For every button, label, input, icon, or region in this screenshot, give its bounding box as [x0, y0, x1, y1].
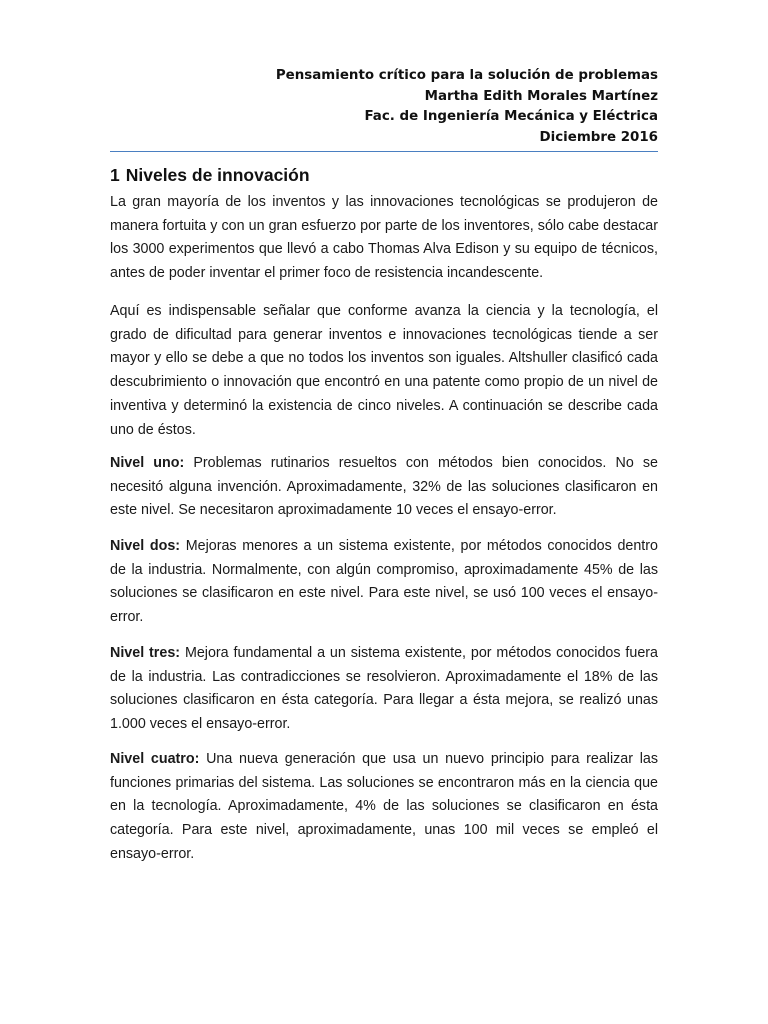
- paragraph-level-2: [110, 535, 658, 630]
- level-text: Mejora fundamental a un sistema existente, por métodos conocidos fuera de la industria. Las contradicciones se resolvieron. Aproximadamente el 18% de las soluciones clasificaron en ésta categoría. Para llegar a ésta mejora, se realizó unas 1.000 veces el ensayo-error.: [110, 645, 658, 733]
- level-label: Nivel tres:: [110, 645, 181, 661]
- level-text: Problemas rutinarios resueltos con métodos bien conocidos. No se necesitó alguna invención. Aproximadamente, 32% de las soluciones clasificaron en este nivel. Se necesitaron aproximadamente 10 veces el ensayo-error.: [110, 455, 658, 519]
- document-header: [110, 66, 658, 148]
- header-author: Martha Edith Morales Martínez: [424, 88, 658, 104]
- level-label: Nivel uno:: [110, 455, 185, 471]
- paragraph-level-1: [110, 452, 658, 523]
- section-title: Niveles de innovación: [125, 165, 310, 185]
- section-number: 1: [110, 165, 120, 185]
- paragraph-text: La gran mayoría de los inventos y las innovaciones tecnológicas se produjeron de manera fortuita y con un gran esfuerzo por parte de los inventores, sólo cabe destacar los 3000 experimentos que llevó a cabo Thomas Alva Edison y su equipo de técnicos, antes de poder inventar el primer foco de resistencia incandescente.: [110, 194, 658, 282]
- section-heading: [110, 165, 310, 186]
- level-text: Mejoras menores a un sistema existente, por métodos conocidos dentro de la industria. Normalmente, con algún compromiso, aproximadamente 45% de las soluciones se clasificaron en este nivel. Para este nivel, se usó 100 veces el ensayo-error.: [110, 538, 658, 626]
- header-divider: [110, 151, 658, 152]
- level-text: Una nueva generación que usa un nuevo principio para realizar las funciones primarias del sistema. Las soluciones se encontraron más en la ciencia que en la tecnología. Aproximadamente, 4% de las soluciones se clasificaron en ésta categoría. Para este nivel, aproximadamente, unas 100 mil veces se empleó el ensayo-error.: [110, 751, 658, 862]
- paragraph-intro-2: [110, 300, 658, 442]
- header-course-title: Pensamiento crítico para la solución de problemas: [275, 68, 658, 83]
- header-faculty: Fac. de Ingeniería Mecánica y Eléctrica: [364, 109, 658, 124]
- paragraph-intro-1: [110, 191, 658, 286]
- level-label: Nivel cuatro:: [110, 751, 200, 767]
- paragraph-level-4: [110, 748, 658, 867]
- paragraph-level-3: [110, 642, 658, 737]
- paragraph-text: Aquí es indispensable señalar que conforme avanza la ciencia y la tecnología, el grado de dificultad para generar inventos e innovaciones tecnológicas tiende a ser mayor y ello se debe a que no todos los inventos son iguales. Altshuller clasificó cada descubrimiento o innovación que encontró en una patente como propio de un nivel de inventiva y determinó la existencia de cinco niveles. A continuación se describe cada uno de éstos.: [110, 303, 658, 438]
- level-label: Nivel dos:: [110, 538, 181, 554]
- header-date: Diciembre 2016: [539, 129, 658, 145]
